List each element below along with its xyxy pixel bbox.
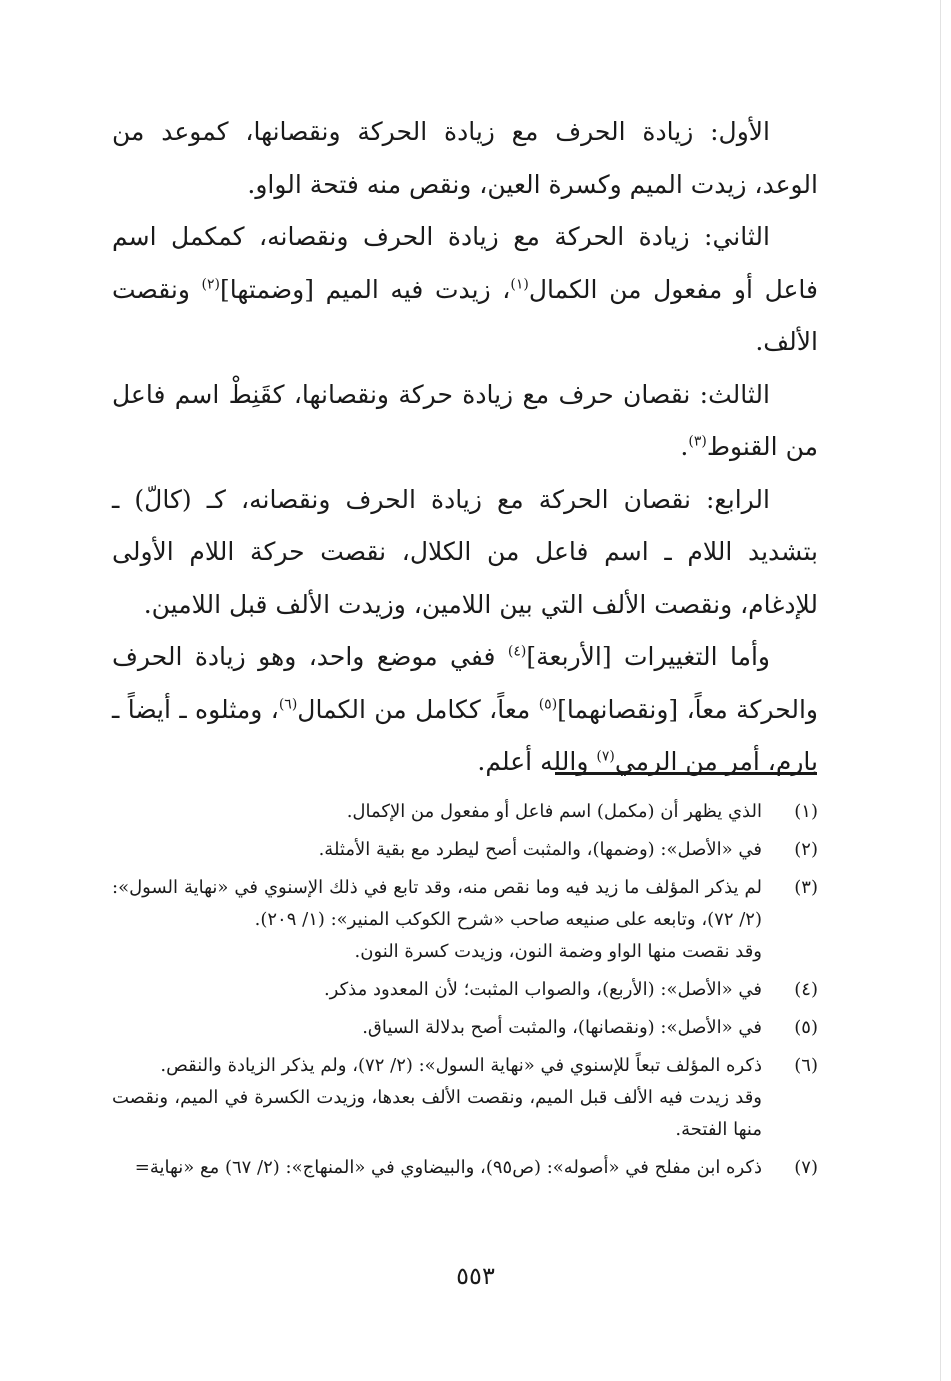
footnote-number: (٤) <box>794 979 818 1000</box>
footnote-separator <box>555 772 817 775</box>
footnote-reference: (٧) <box>596 748 615 765</box>
footnote-reference: (٦) <box>278 696 298 713</box>
footnote-number: (٢) <box>794 839 818 860</box>
page-number: ٥٥٣ <box>456 1262 495 1290</box>
paragraph-text: الأول: زيادة الحرف مع زيادة الحركة ونقصانها، كموعد من الوعد، زيدت الميم وكسرة العين، ونقص منه فتحة الواو. <box>112 117 818 199</box>
paragraph-text: معاً، ككامل من الكمال <box>297 694 539 724</box>
footnote-reference: (١) <box>510 276 529 293</box>
paragraph-text: ، ومثلوه ـ أيضاً ـ بارم، أمر من الرمي <box>112 694 818 776</box>
main-paragraph <box>112 211 818 369</box>
paragraph-text: الرابع: نقصان الحركة مع زيادة الحرف ونقصانه، كـ (كالّ) ـ بتشديد اللام ـ اسم فاعل من الكلال، نقصت حركة اللام الأولى للإدغام، ونقصت الألف التي بين اللامين، وزيدت الألف قبل اللامين. <box>112 484 818 619</box>
footnote-number: (١) <box>794 801 818 822</box>
footnote-line: في «الأصل»: (الأربع)، والصواب المثبت؛ لأن المعدود مذكر. <box>323 979 762 1000</box>
footnote-reference: (٣) <box>688 433 707 450</box>
footnote-item <box>112 1012 818 1044</box>
footnote-text <box>112 796 762 828</box>
footnote-line: الذي يظهر أن (مكمل) اسم فاعل أو مفعول من الإكمال. <box>346 801 762 822</box>
footnote-item <box>112 974 818 1006</box>
main-paragraph <box>112 631 818 789</box>
paragraph-text: ونقصت الألف. <box>112 274 818 356</box>
footnote-text <box>112 872 762 968</box>
main-paragraph <box>112 474 818 632</box>
footnote-item <box>112 834 818 866</box>
footnote-item <box>112 1152 818 1184</box>
paragraph-text: الثاني: زيادة الحركة مع زيادة الحرف ونقصانه، كمكمل اسم فاعل أو مفعول من الكمال <box>112 222 818 304</box>
footnote-line: ذكره ابن مفلح في «أصوله»: (ص٩٥)، والبيضاوي في «المنهاج»: (٢/ ٦٧) مع «نهاية= <box>134 1157 762 1178</box>
footnote-reference: (٥) <box>538 696 558 713</box>
footnote-text <box>112 1012 762 1044</box>
footnote-reference: (٢) <box>201 276 221 293</box>
footnote-number: (٣) <box>794 877 818 898</box>
paragraph-text: ، زيدت فيه الميم [وضمتها] <box>220 274 511 304</box>
footnote-line: في «الأصل»: (ونقصانها)، والمثبت أصح بدلالة السياق. <box>362 1017 762 1038</box>
footnote-line: وقد نقصت منها الواو وضمة النون، وزيدت كسرة النون. <box>354 941 762 962</box>
paragraph-text: والله أعلم. <box>477 747 597 776</box>
paragraph-text: . <box>680 432 689 461</box>
paragraph-text: وأما التغييرات [الأربعة] <box>526 642 770 671</box>
footnote-text <box>112 974 762 1006</box>
footnote-line: في «الأصل»: (وضمها)، والمثبت أصح ليطرد مع بقية الأمثلة. <box>318 839 762 860</box>
footnote-line: لم يذكر المؤلف ما زيد فيه وما نقص منه، وقد تابع في ذلك الإسنوي في «نهاية السول»: (٢/ ٧٢)، وتابعه على صنيعه صاحب «شرح الكوكب المنير»: (١/ ٢٠٩). <box>112 877 762 930</box>
footnote-number: (٥) <box>794 1017 818 1038</box>
main-text-body <box>112 106 818 789</box>
footnote-item <box>112 1050 818 1146</box>
main-paragraph <box>112 106 818 211</box>
footnotes-section <box>112 796 818 1190</box>
footnote-number: (٦) <box>794 1055 818 1076</box>
footnote-line: وقد زيدت فيه الألف قبل الميم، ونقصت الألف بعدها، وزيدت الكسرة في الميم، ونقصت منها الفتحة. <box>112 1087 762 1140</box>
footnote-text <box>112 1152 762 1184</box>
paragraph-text: ففي موضع واحد، وهو زيادة الحرف والحركة معاً، [ونقصانهما] <box>112 642 818 724</box>
paragraph-text: الثالث: نقصان حرف مع زيادة حركة ونقصانها، كقَنِطْ اسم فاعل من القنوط <box>112 379 818 461</box>
footnote-text <box>112 834 762 866</box>
footnote-item <box>112 872 818 968</box>
main-paragraph <box>112 369 818 474</box>
footnote-item <box>112 796 818 828</box>
page-edge-line <box>940 0 941 1381</box>
footnote-text <box>112 1050 762 1146</box>
footnote-line: ذكره المؤلف تبعاً للإسنوي في «نهاية السول»: (٢/ ٧٢)، ولم يذكر الزيادة والنقص. <box>160 1055 762 1076</box>
footnote-reference: (٤) <box>507 643 527 660</box>
footnote-number: (٧) <box>794 1157 818 1178</box>
